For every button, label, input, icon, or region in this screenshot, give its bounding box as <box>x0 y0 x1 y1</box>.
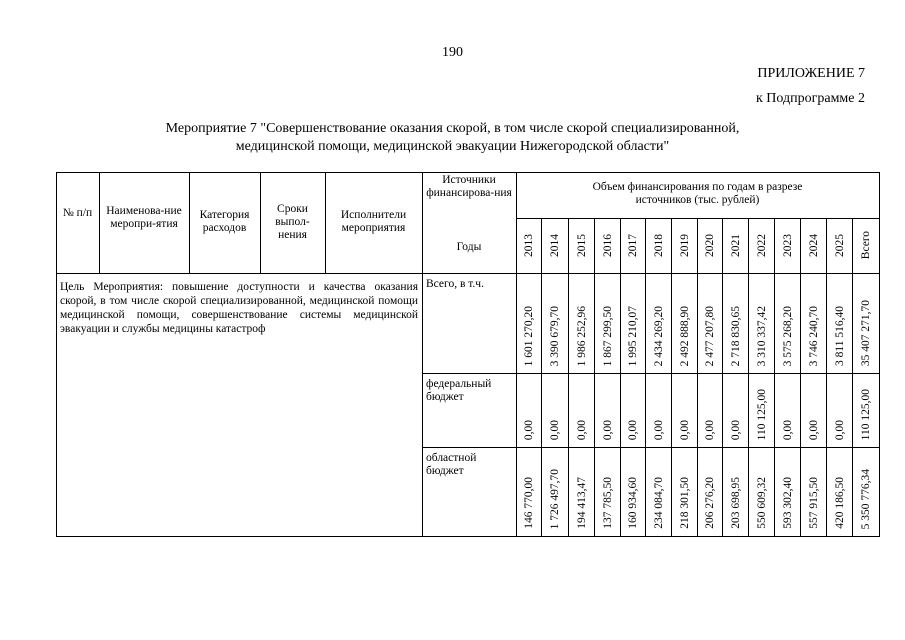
year-header: 2022 <box>755 234 768 257</box>
table-cell <box>853 276 879 366</box>
table-cell <box>517 450 541 529</box>
table-cell <box>542 450 568 529</box>
table-cell <box>801 376 826 440</box>
table-cell <box>595 376 620 440</box>
header-sources: Источники финансирова-ния <box>426 174 512 199</box>
year-header: 2018 <box>652 234 665 257</box>
table-cell <box>698 276 722 366</box>
table-cell <box>569 450 594 529</box>
page-number: 190 <box>442 45 463 60</box>
funding-value: 35 407 271,70 <box>860 299 872 366</box>
table-cell <box>595 276 620 366</box>
funding-source: федеральный бюджет <box>426 378 492 403</box>
header-terms: Сроки выпол-нения <box>275 203 310 241</box>
table-cell <box>646 450 671 529</box>
table-rule-row <box>422 447 880 448</box>
year-header: 2020 <box>704 234 716 257</box>
table-border-right <box>879 172 880 536</box>
table-cell <box>827 376 852 440</box>
header-volume: Объем финансирования по годам в разрезе источников (тыс. рублей) <box>592 181 803 206</box>
funding-value: 1 601 270,20 <box>523 305 535 366</box>
year-header: 2015 <box>575 234 588 257</box>
document-title <box>0 120 905 156</box>
table-column-divider <box>422 172 423 536</box>
table-cell <box>853 450 879 529</box>
table-column-divider <box>189 172 190 273</box>
funding-value: 0,00 <box>807 419 820 440</box>
funding-value: 420 186,50 <box>833 477 846 529</box>
funding-value: 3 310 337,42 <box>755 305 768 366</box>
table-cell <box>723 376 748 440</box>
header-name: Наименова-ние меропри-ятия <box>106 205 182 230</box>
table-rule-header <box>56 273 880 274</box>
funding-value: 160 934,60 <box>627 477 639 529</box>
table-cell <box>517 276 541 366</box>
funding-value: 2 434 269,20 <box>652 305 665 366</box>
funding-value: 0,00 <box>833 419 846 440</box>
table-border-left <box>56 172 57 536</box>
table-cell <box>775 450 800 529</box>
funding-value: 0,00 <box>781 419 794 440</box>
funding-value: 110 125,00 <box>860 388 872 440</box>
table-border-top <box>56 172 880 173</box>
table-cell <box>827 450 852 529</box>
funding-value: 550 609,32 <box>755 477 768 529</box>
funding-value: 2 492 888,90 <box>678 305 691 366</box>
year-header: Всего <box>860 231 872 260</box>
funding-value: 194 413,47 <box>575 477 588 529</box>
goal-description: Цель Мероприятия: повышение доступности и качества оказания скорой, в том числе скорой специализированной, медицинской помощи медицинской помощи, совершенствование системы медицинской эвакуации и службы медицины катастроф <box>60 281 418 335</box>
year-header: 2023 <box>781 234 794 257</box>
year-header-cell <box>569 219 594 272</box>
table-cell <box>672 376 697 440</box>
table-cell <box>827 276 852 366</box>
title-line-1: Мероприятие 7 "Совершенствование оказания скорой, в том числе скорой специализированной, <box>165 121 740 136</box>
table-column-divider <box>260 172 261 273</box>
funding-value: 0,00 <box>678 419 691 440</box>
table-cell <box>749 276 774 366</box>
funding-value: 137 785,50 <box>601 477 614 529</box>
year-header: 2021 <box>729 234 742 257</box>
funding-value: 1 726 497,70 <box>549 468 561 529</box>
table-column-divider <box>325 172 326 273</box>
header-years-label: Годы <box>456 241 482 253</box>
table-cell <box>595 450 620 529</box>
funding-value: 110 125,00 <box>755 388 768 440</box>
header-number: № п/п <box>62 207 93 219</box>
funding-value: 1 995 210,07 <box>627 305 639 366</box>
funding-source: областной бюджет <box>426 452 477 477</box>
year-header-cell <box>749 219 774 272</box>
year-header-cell <box>672 219 697 272</box>
funding-value: 0,00 <box>601 419 614 440</box>
funding-value: 0,00 <box>549 419 561 440</box>
funding-value: 0,00 <box>627 419 639 440</box>
year-header: 2024 <box>807 234 820 257</box>
funding-value: 0,00 <box>729 419 742 440</box>
table-cell <box>621 376 645 440</box>
funding-value: 146 770,00 <box>523 477 535 529</box>
funding-value: 0,00 <box>704 419 716 440</box>
table-cell <box>723 276 748 366</box>
funding-value: 3 811 516,40 <box>833 306 846 366</box>
table-cell <box>646 376 671 440</box>
year-header-cell <box>827 219 852 272</box>
year-header-cell <box>801 219 826 272</box>
table-cell <box>542 276 568 366</box>
funding-value: 3 575 268,20 <box>781 305 794 366</box>
year-header: 2017 <box>627 234 639 257</box>
year-header: 2014 <box>549 234 561 257</box>
funding-value: 3 746 240,70 <box>807 305 820 366</box>
table-cell <box>621 276 645 366</box>
appendix-heading: ПРИЛОЖЕНИЕ 7 <box>757 66 865 81</box>
table-cell <box>775 276 800 366</box>
funding-value: 593 302,40 <box>781 477 794 529</box>
funding-value: 2 718 830,65 <box>729 305 742 366</box>
table-cell <box>542 376 568 440</box>
funding-source: Всего, в т.ч. <box>426 278 484 290</box>
funding-value: 5 350 776,34 <box>860 468 872 529</box>
funding-value: 206 276,20 <box>704 477 716 529</box>
table-cell <box>621 450 645 529</box>
funding-value: 1 986 252,96 <box>575 305 588 366</box>
table-cell <box>801 450 826 529</box>
appendix-subheading: к Подпрограмме 2 <box>755 91 865 106</box>
table-cell <box>698 376 722 440</box>
funding-value: 3 390 679,70 <box>549 305 561 366</box>
table-cell <box>723 450 748 529</box>
table-cell <box>672 276 697 366</box>
title-line-2: медицинской помощи, медицинской эвакуации Нижегородской области" <box>235 139 670 154</box>
year-header-cell <box>646 219 671 272</box>
year-header-cell <box>775 219 800 272</box>
year-header: 2013 <box>523 234 535 257</box>
table-cell <box>749 376 774 440</box>
funding-value: 234 084,70 <box>652 477 665 529</box>
year-header: 2016 <box>601 234 614 257</box>
year-header-cell <box>517 219 541 272</box>
header-category: Категория расходов <box>199 209 250 234</box>
year-header-cell <box>853 219 879 272</box>
year-header: 2019 <box>678 234 691 257</box>
table-cell <box>569 276 594 366</box>
table-cell <box>646 276 671 366</box>
table-cell <box>801 276 826 366</box>
table-rule-row <box>422 373 880 374</box>
table-cell <box>775 376 800 440</box>
year-header-cell <box>723 219 748 272</box>
funding-value: 557 915,50 <box>807 477 820 529</box>
table-border-bottom <box>56 536 880 537</box>
year-header-cell <box>698 219 722 272</box>
table-cell <box>698 450 722 529</box>
table-cell <box>517 376 541 440</box>
funding-value: 218 301,50 <box>678 477 691 529</box>
table-cell <box>672 450 697 529</box>
table-cell <box>569 376 594 440</box>
funding-value: 203 698,95 <box>729 477 742 529</box>
funding-value: 1 867 299,50 <box>601 305 614 366</box>
funding-value: 0,00 <box>575 419 588 440</box>
header-executors: Исполнители мероприятия <box>340 209 407 234</box>
year-header-cell <box>595 219 620 272</box>
table-column-divider <box>99 172 100 273</box>
year-header-cell <box>542 219 568 272</box>
table-cell <box>853 376 879 440</box>
year-header-cell <box>621 219 645 272</box>
year-header: 2025 <box>833 234 846 257</box>
funding-value: 0,00 <box>652 419 665 440</box>
funding-value: 0,00 <box>523 419 535 440</box>
table-cell <box>749 450 774 529</box>
funding-value: 2 477 207,80 <box>704 305 716 366</box>
